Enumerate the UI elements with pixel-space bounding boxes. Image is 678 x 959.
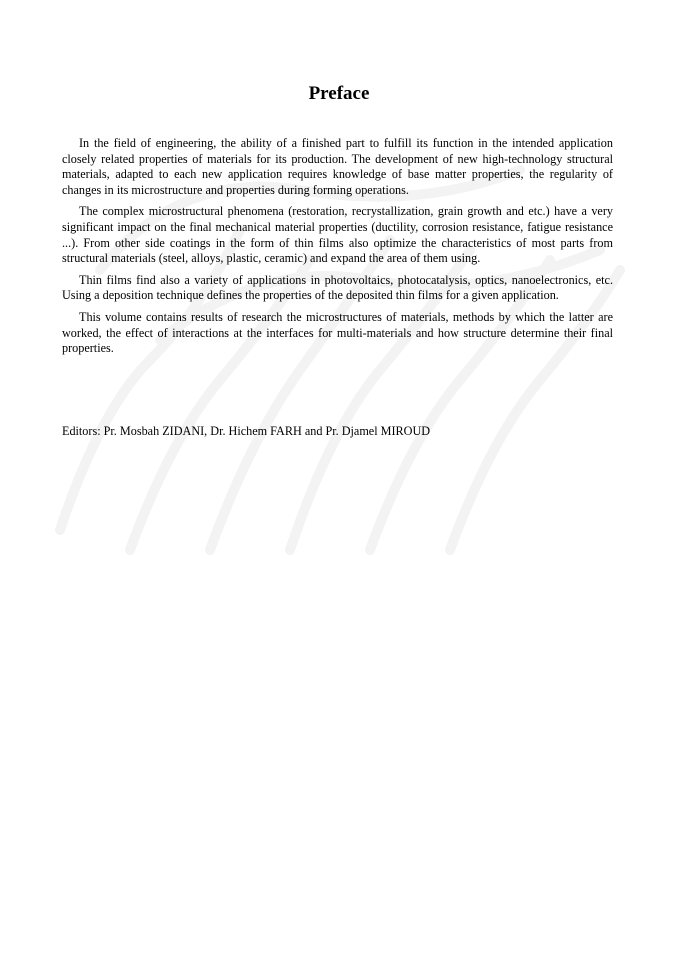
paragraph-1: In the field of engineering, the ability of a finished part to fulfill its function in the intended application closely related properties of materials for its production. The development of new high-technology structural materials, adapted to each new application requires knowledge of base matter properties, the regularity of changes in its microstructure and properties during forming operations. [62,136,613,197]
page-title: Preface [308,83,370,104]
paragraph-4: This volume contains results of research the microstructures of materials, methods by which the latter are worked, the effect of interactions at the interfaces for multi-materials and how structure determine their final properties. [62,309,613,356]
editors-line: Editors: Pr. Mosbah ZIDANI, Dr. Hichem FARH and Pr. Djamel MIROUD [62,424,431,438]
paragraph-2: The complex microstructural phenomena (restoration, recrystallization, grain growth and etc.) have a very significant impact on the final mechanical material properties (ductility, corrosion resistance, fatigue resistance ...). From other side coatings in the form of thin films also optimize the characteristics of most parts from structural materials (steel, alloys, plastic, ceramic) and expand the area of them using. [62,204,613,266]
paragraph-3: Thin films find also a variety of applications in photovoltaics, photocatalysis, optics, nanoelectronics, etc. Using a deposition technique defines the properties of the deposited thin films for a given application. [62,272,613,303]
preface-body [62,136,613,363]
